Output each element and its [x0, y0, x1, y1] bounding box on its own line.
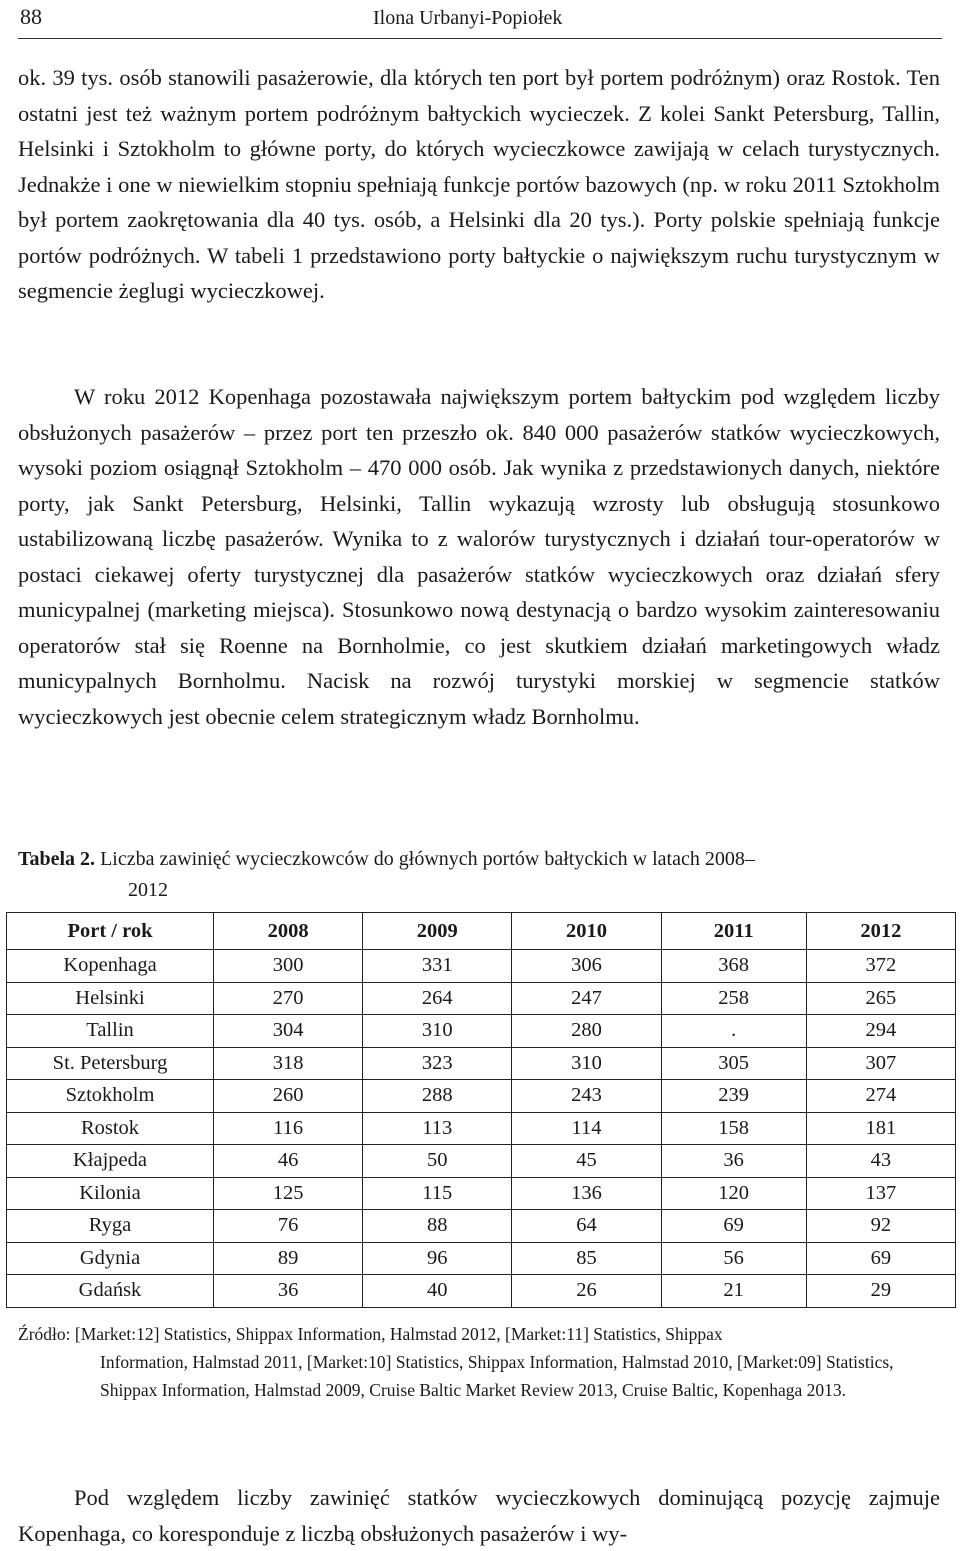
value-cell: 46 [214, 1145, 363, 1178]
value-cell: 306 [512, 950, 661, 983]
header-cell: Port / rok [7, 913, 214, 950]
value-cell: 368 [661, 950, 806, 983]
value-cell: 304 [214, 1015, 363, 1048]
value-cell: 181 [806, 1112, 955, 1145]
source-note-continuation: Information, Halmstad 2011, [Market:10] Statistics, Shippax Information, Halmstad 2010, [Market:09] Statistics, Shippax Information, Halmstad 2009, Cruise Baltic Market Review 2013, Cruise Baltic, Kopenhaga 2013. [100, 1352, 894, 1400]
value-cell: 310 [363, 1015, 512, 1048]
table-caption-label: Tabela 2. [18, 848, 96, 870]
port-name-cell: Kilonia [7, 1177, 214, 1210]
cruise-calls-table [6, 912, 956, 1308]
value-cell: 288 [363, 1080, 512, 1113]
value-cell: 258 [661, 982, 806, 1015]
value-cell: 243 [512, 1080, 661, 1113]
port-name-cell: Ryga [7, 1210, 214, 1243]
table-caption [18, 844, 940, 906]
value-cell: 239 [661, 1080, 806, 1113]
paragraph-1 [18, 60, 940, 309]
value-cell: 76 [214, 1210, 363, 1243]
port-name-cell: Tallin [7, 1015, 214, 1048]
value-cell: . [661, 1015, 806, 1048]
table-row [7, 1242, 956, 1275]
table-row [7, 1210, 956, 1243]
value-cell: 280 [512, 1015, 661, 1048]
value-cell: 331 [363, 950, 512, 983]
value-cell: 21 [661, 1275, 806, 1308]
value-cell: 92 [806, 1210, 955, 1243]
value-cell: 113 [363, 1112, 512, 1145]
value-cell: 265 [806, 982, 955, 1015]
value-cell: 56 [661, 1242, 806, 1275]
port-name-cell: Helsinki [7, 982, 214, 1015]
value-cell: 125 [214, 1177, 363, 1210]
table-row [7, 1145, 956, 1178]
port-name-cell: St. Petersburg [7, 1047, 214, 1080]
value-cell: 310 [512, 1047, 661, 1080]
value-cell: 120 [661, 1177, 806, 1210]
table-row [7, 1047, 956, 1080]
table-row [7, 1177, 956, 1210]
table-row [7, 1275, 956, 1308]
value-cell: 36 [214, 1275, 363, 1308]
value-cell: 96 [363, 1242, 512, 1275]
value-cell: 40 [363, 1275, 512, 1308]
value-cell: 305 [661, 1047, 806, 1080]
value-cell: 270 [214, 982, 363, 1015]
paragraph-2-text: W roku 2012 Kopenhaga pozostawała największym portem bałtyckim pod względem liczby obsłużonych pasażerów – przez port ten przeszło ok. 840 000 pasażerów statków wycieczkowych, wysoki poziom osiągnął Sztokholm – 470 000 osób. Jak wynika z przedstawionych danych, niektóre porty, jak Sankt Petersburg, Helsinki, Tallin wykazują wzrosty lub obsługują stosunkowo ustabilizowaną liczbę pasażerów. Wynika to z walorów turystycznych i działań tour-operatorów w postaci ciekawej oferty turystycznej dla pasażerów statków wycieczkowych oraz działań sfery municypalnej (marketing miejsca). Stosunkowo nową destynacją o bardzo wysokim zainteresowaniu operatorów stał się Roenne na Bornholmie, co jest skutkiem działań marketingowych władz municypalnych Bornholmu. Nacisk na rozwój turystyki morskiej w segmencie statków wycieczkowych jest obecnie celem strategicznym władz Bornholmu. [18, 384, 940, 729]
value-cell: 318 [214, 1047, 363, 1080]
table-header-row [7, 913, 956, 950]
value-cell: 114 [512, 1112, 661, 1145]
table-row [7, 1015, 956, 1048]
port-name-cell: Sztokholm [7, 1080, 214, 1113]
value-cell: 158 [661, 1112, 806, 1145]
table-caption-continuation: 2012 [128, 879, 168, 901]
value-cell: 85 [512, 1242, 661, 1275]
table-body [7, 950, 956, 1308]
table-row [7, 982, 956, 1015]
value-cell: 88 [363, 1210, 512, 1243]
value-cell: 45 [512, 1145, 661, 1178]
port-name-cell: Kopenhaga [7, 950, 214, 983]
value-cell: 137 [806, 1177, 955, 1210]
header-cell: 2011 [661, 913, 806, 950]
table-row [7, 950, 956, 983]
page-header [18, 2, 942, 39]
value-cell: 64 [512, 1210, 661, 1243]
header-cell: 2012 [806, 913, 955, 950]
table-row [7, 1080, 956, 1113]
value-cell: 29 [806, 1275, 955, 1308]
source-note [18, 1320, 908, 1404]
value-cell: 264 [363, 982, 512, 1015]
value-cell: 307 [806, 1047, 955, 1080]
value-cell: 69 [661, 1210, 806, 1243]
port-name-cell: Gdynia [7, 1242, 214, 1275]
value-cell: 136 [512, 1177, 661, 1210]
paragraph-1-text: ok. 39 tys. osób stanowili pasażerowie, dla których ten port był portem podróżnym) oraz Rostok. Ten ostatni jest też ważnym portem podróżnym bałtyckich wycieczek. Z kolei Sankt Petersburg, Tallin, Helsinki i Sztokholm to główne porty, do których wycieczkowce zawijają w celach turystycznych. Jednakże i one w niewielkim stopniu spełniają funkcje portów bazowych (np. w roku 2011 Sztokholm był portem zaokrętowania dla 40 tys. osób, a Helsinki dla 20 tys.). Porty polskie spełniają funkcje portów podróżnych. W tabeli 1 przedstawiono porty bałtyckie o największym ruchu turystycznym w segmencie żeglugi wycieczkowej. [18, 65, 940, 303]
value-cell: 116 [214, 1112, 363, 1145]
header-cell: 2010 [512, 913, 661, 950]
value-cell: 89 [214, 1242, 363, 1275]
value-cell: 323 [363, 1047, 512, 1080]
port-name-cell: Rostok [7, 1112, 214, 1145]
value-cell: 26 [512, 1275, 661, 1308]
port-name-cell: Gdańsk [7, 1275, 214, 1308]
header-cell: 2008 [214, 913, 363, 950]
value-cell: 50 [363, 1145, 512, 1178]
paragraph-2 [18, 379, 940, 734]
table-caption-text: Liczba zawinięć wycieczkowców do głównych portów bałtyckich w latach 2008– [95, 848, 755, 870]
value-cell: 294 [806, 1015, 955, 1048]
paragraph-3 [18, 1480, 940, 1551]
value-cell: 43 [806, 1145, 955, 1178]
value-cell: 372 [806, 950, 955, 983]
source-note-first-line: Źródło: [Market:12] Statistics, Shippax Information, Halmstad 2012, [Market:11] Statistics, Shippax [18, 1324, 723, 1344]
value-cell: 274 [806, 1080, 955, 1113]
running-head: Ilona Urbanyi-Popiołek [373, 7, 563, 29]
header-cell: 2009 [363, 913, 512, 950]
port-name-cell: Kłajpeda [7, 1145, 214, 1178]
value-cell: 69 [806, 1242, 955, 1275]
value-cell: 115 [363, 1177, 512, 1210]
table-row [7, 1112, 956, 1145]
value-cell: 260 [214, 1080, 363, 1113]
paragraph-3-text: Pod względem liczby zawinięć statków wycieczkowych dominującą pozycję zajmuje Kopenhaga, co koresponduje z liczbą obsłużonych pasażerów i wy- [18, 1485, 940, 1546]
page-number: 88 [20, 4, 42, 29]
value-cell: 300 [214, 950, 363, 983]
value-cell: 247 [512, 982, 661, 1015]
value-cell: 36 [661, 1145, 806, 1178]
